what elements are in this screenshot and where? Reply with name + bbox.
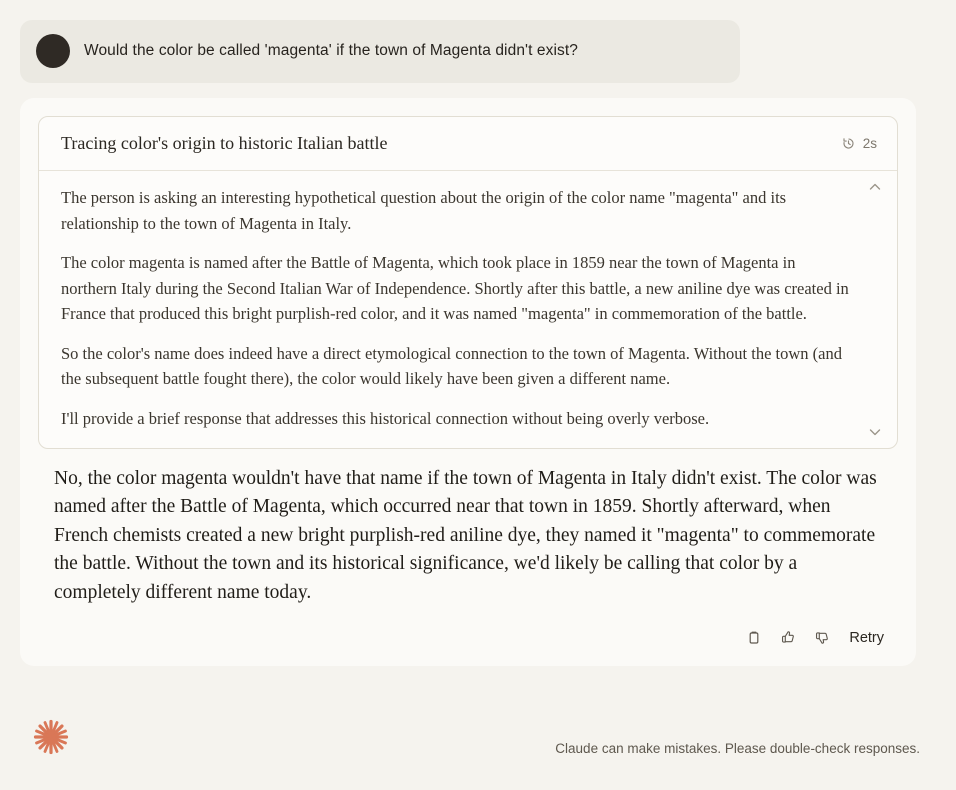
thumbs-up-button[interactable] xyxy=(773,624,803,652)
thinking-body[interactable] xyxy=(39,171,897,448)
avatar xyxy=(36,34,70,68)
thinking-paragraph: The person is asking an interesting hypothetical question about the origin of the color name "magenta" and its relationship to the town of Magenta in Italy. xyxy=(61,188,787,233)
disclaimer-text: Claude can make mistakes. Please double-check responses. xyxy=(555,741,920,756)
copy-button[interactable] xyxy=(739,624,769,652)
thinking-duration-text: 2s xyxy=(862,136,877,151)
thinking-paragraph: The color magenta is named after the Battle of Magenta, which took place in 1859 near the town of Magenta in northern Italy during the Second Italian War of Independence. Shortly after this battle, a new aniline dye was created in France that produced this bright purplish-red color, and it was named "magenta" in commemoration of the battle. xyxy=(61,253,849,324)
copy-icon xyxy=(746,630,762,646)
user-message xyxy=(20,20,740,83)
thinking-title: Tracing color's origin to historic Italian battle xyxy=(61,133,388,153)
message-action-bar xyxy=(38,614,898,656)
thinking-paragraph: So the color's name does indeed have a direct etymological connection to the town of Magenta. Without the town (and the subsequent battle fought there), the color would likely have been given a different name. xyxy=(61,343,842,389)
thinking-duration xyxy=(841,136,877,151)
thinking-header[interactable] xyxy=(39,117,897,171)
claude-star-logo xyxy=(32,718,70,756)
assistant-answer xyxy=(38,449,898,614)
chevron-down-icon[interactable] xyxy=(867,424,883,440)
thinking-block[interactable] xyxy=(38,116,898,449)
thumbs-up-icon xyxy=(780,629,797,646)
thumbs-down-button[interactable] xyxy=(807,624,837,652)
thumbs-down-icon xyxy=(814,629,831,646)
clock-icon xyxy=(841,136,856,151)
assistant-answer-text: No, the color magenta wouldn't have that name if the town of Magenta in Italy didn't exist. The color was named after the Battle of Magenta, which occurred near that town in 1859. Shortly afterward, when French chemists created a new bright purplish-red aniline dye, they named it "magenta" to commemorate the battle. Without the town and its historical significance, we'd likely be calling that color by a completely different name today. xyxy=(54,467,877,604)
thinking-paragraph: I'll provide a brief response that addresses this historical connection without being overly verbose. xyxy=(61,408,710,428)
assistant-message xyxy=(20,98,916,666)
retry-button[interactable]: Retry xyxy=(841,625,894,651)
chevron-up-icon[interactable] xyxy=(867,179,883,195)
user-message-text: Would the color be called 'magenta' if the town of Magenta didn't exist? xyxy=(84,41,578,59)
